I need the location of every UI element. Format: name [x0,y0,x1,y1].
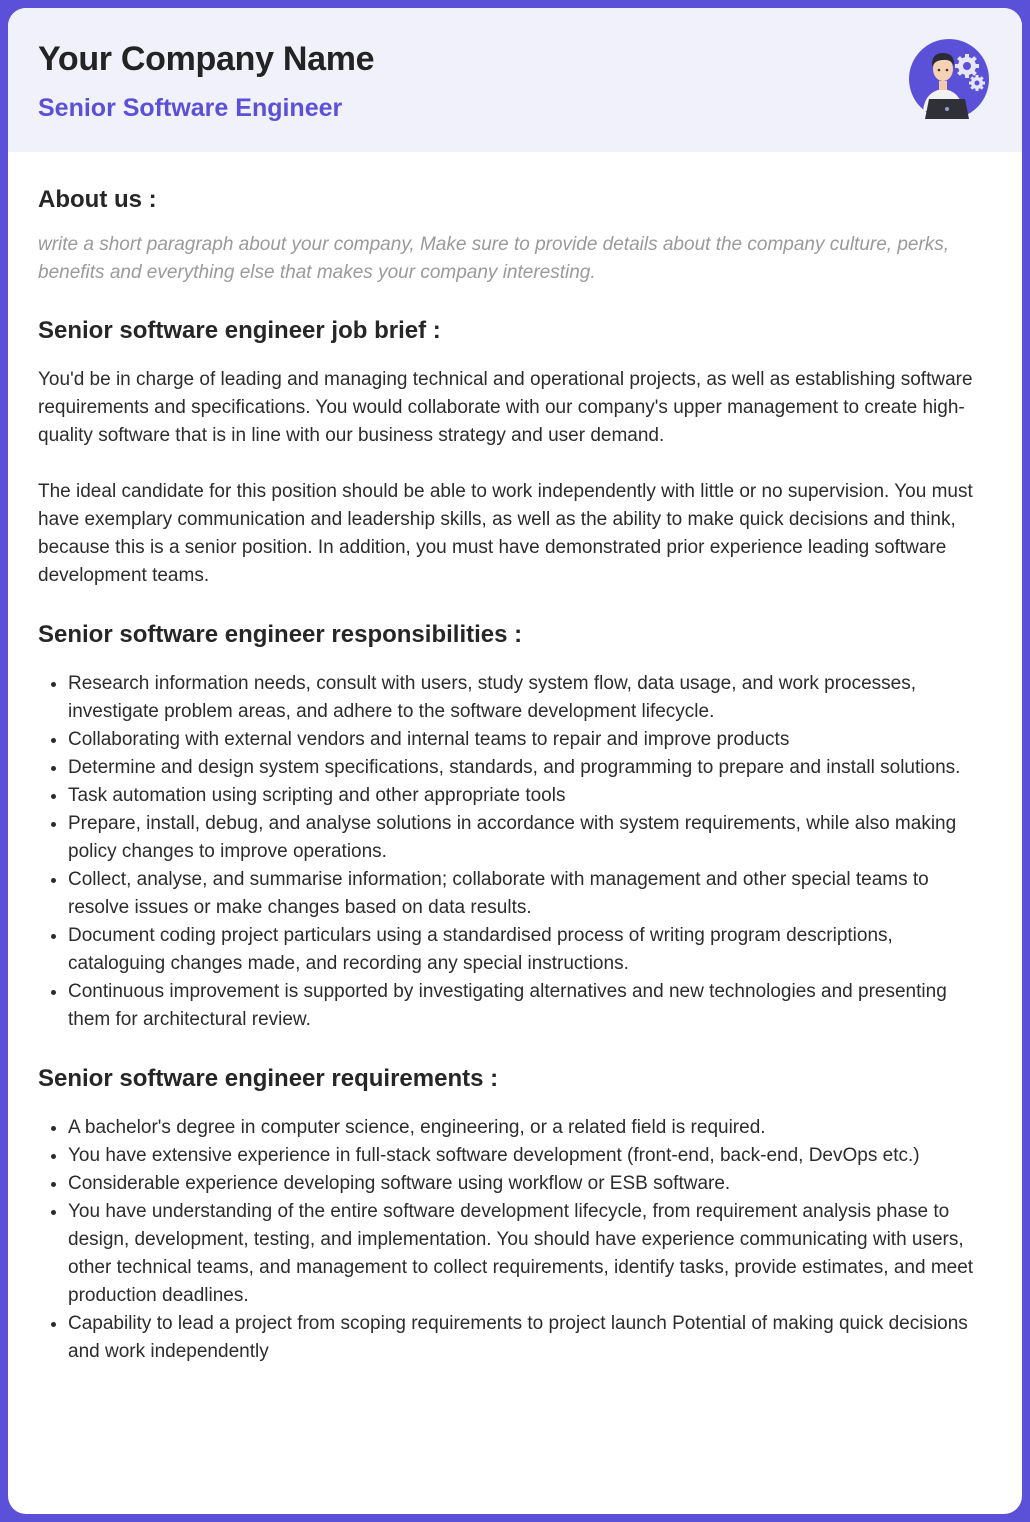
list-item: • Continuous improvement is supported by investigating alternatives and new technologies and presenting them for architectural review. [68,978,992,1034]
job-description-card [8,8,1022,1514]
list-item: • Task automation using scripting and other appropriate tools [68,782,992,810]
list-item: • Prepare, install, debug, and analyse solutions in accordance with system requirements, while also making policy changes to improve operations. [68,810,992,866]
header-banner [8,8,1022,152]
list-item: • Considerable experience developing software using workflow or ESB software. [68,1170,992,1198]
company-name: Your Company Name [38,40,375,78]
about-text: write a short paragraph about your company, Make sure to provide details about the company culture, perks, benefits and everything else that makes your company interesting. [38,234,950,283]
brief-paragraph: The ideal candidate for this position should be able to work independently with little or no supervision. You must have exemplary communication and leadership skills, as well as the ability to make quick decisions and think, because this is a senior position. In addition, you must have demonstrated prior experience leading software development teams. [38,481,973,586]
brief-paragraph: You'd be in charge of leading and managing technical and operational projects, as well as establishing software requirements and specifications. You would collaborate with our company's upper management to create high-quality software that is in line with our business strategy and user demand. [38,369,973,446]
developer-avatar-icon [909,39,989,119]
requirements-heading: Senior software engineer requirements : [38,1065,499,1092]
list-item: • You have understanding of the entire software development lifecycle, from requirement analysis phase to design, development, testing, and implementation. You should have experience communicating with users, other technical teams, and management to collect requirements, identify tasks, provide estimates, and meet production deadlines. [68,1198,992,1310]
list-item: • Collect, analyse, and summarise information; collaborate with management and other special teams to resolve issues or make changes based on data results. [68,866,992,922]
list-item: • Collaborating with external vendors and internal teams to repair and improve products [68,726,992,754]
brief-heading: Senior software engineer job brief : [38,317,441,344]
responsibilities-heading: Senior software engineer responsibilities : [38,621,523,648]
job-content [8,152,1022,1366]
about-heading: About us : [38,186,157,213]
requirements-list [38,1114,992,1366]
list-item: • You have extensive experience in full-stack software development (front-end, back-end, DevOps etc.) [68,1142,992,1170]
list-item: • Capability to lead a project from scoping requirements to project launch Potential of making quick decisions and work independently [68,1310,992,1366]
list-item: • Document coding project particulars using a standardised process of writing program descriptions, cataloguing changes made, and recording any special instructions. [68,922,992,978]
job-title: Senior Software Engineer [38,94,343,122]
responsibilities-list [38,670,992,1034]
list-item: • Research information needs, consult with users, study system flow, data usage, and work processes, investigate problem areas, and adhere to the software development lifecycle. [68,670,992,726]
list-item: • Determine and design system specifications, standards, and programming to prepare and install solutions. [68,754,992,782]
list-item: • A bachelor's degree in computer science, engineering, or a related field is required. [68,1114,992,1142]
